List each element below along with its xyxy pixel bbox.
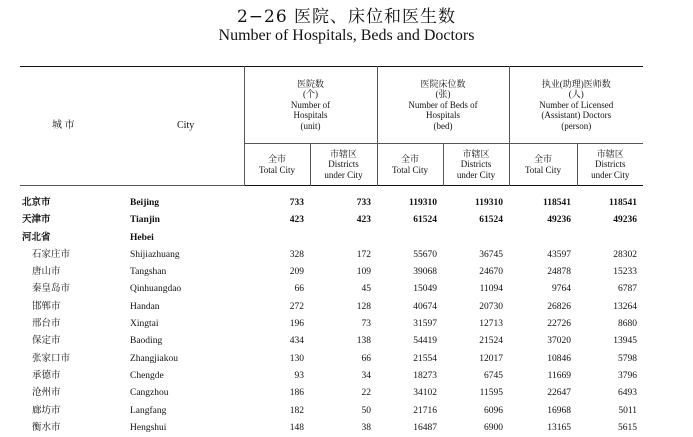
sub-header-districts [310, 144, 377, 186]
beds-total-city-cell: 54419 [377, 333, 443, 350]
beds-districts-cell: 36745 [443, 247, 509, 264]
hospitals-total-city-cell: 182 [244, 403, 310, 420]
hospitals-districts-cell: 50 [310, 403, 377, 420]
sub-header-line: 全市 [510, 154, 577, 165]
city-name-en: Tianjin [130, 212, 244, 229]
group-header-line: (person) [510, 121, 644, 132]
beds-total-city-cell: 61524 [377, 212, 443, 229]
table-row [20, 385, 643, 402]
city-name-cn: 衡水市 [20, 420, 130, 437]
doctors-total-city-cell: 13165 [509, 420, 577, 437]
hospitals-total-city-cell: 130 [244, 351, 310, 368]
group-header-line: (个) [245, 89, 377, 100]
city-name-en: Hebei [130, 230, 244, 247]
doctors-total-city-cell: 22647 [509, 385, 577, 402]
group-header-doctors [509, 67, 643, 144]
beds-districts-cell: 11094 [443, 281, 509, 298]
doctors-total-city-cell [509, 230, 577, 247]
city-name-en: Shijiazhuang [130, 247, 244, 264]
doctors-total-city-cell: 11669 [509, 368, 577, 385]
table-row [20, 264, 643, 281]
doctors-districts-cell: 5798 [577, 351, 643, 368]
city-name-cn: 保定市 [20, 333, 130, 350]
doctors-districts-cell: 13945 [577, 333, 643, 350]
hospitals-districts-cell: 138 [310, 333, 377, 350]
hospitals-districts-cell: 733 [310, 186, 377, 213]
table-row [20, 247, 643, 264]
city-name-en: Zhangjiakou [130, 351, 244, 368]
doctors-total-city-cell: 24878 [509, 264, 577, 281]
hospitals-districts-cell: 423 [310, 212, 377, 229]
beds-districts-cell [443, 230, 509, 247]
hospitals-total-city-cell: 423 [244, 212, 310, 229]
hospitals-districts-cell: 66 [310, 351, 377, 368]
doctors-total-city-cell: 9764 [509, 281, 577, 298]
city-header-en: City [177, 121, 194, 132]
beds-districts-cell: 20730 [443, 299, 509, 316]
table-row [20, 281, 643, 298]
city-name-en: Langfang [130, 403, 244, 420]
city-column-header [20, 67, 244, 186]
city-name-cn: 邯郸市 [20, 299, 130, 316]
beds-total-city-cell: 21716 [377, 403, 443, 420]
sub-header-districts [577, 144, 643, 186]
city-name-en: Baoding [130, 333, 244, 350]
beds-districts-cell: 6096 [443, 403, 509, 420]
hospitals-total-city-cell: 196 [244, 316, 310, 333]
doctors-total-city-cell: 43597 [509, 247, 577, 264]
table-row [20, 299, 643, 316]
sub-header-total-city [244, 144, 310, 186]
beds-districts-cell: 11595 [443, 385, 509, 402]
group-header-line: Number of [245, 100, 377, 111]
sub-header-line: 市辖区 [578, 149, 644, 160]
group-header-line: (Assistant) Doctors [510, 110, 644, 121]
sub-header-line: Districts [578, 159, 644, 170]
city-name-cn: 邢台市 [20, 316, 130, 333]
table-title-en: Number of Hospitals, Beds and Doctors [0, 27, 693, 45]
group-header-line: 医院数 [245, 79, 377, 90]
beds-total-city-cell: 31597 [377, 316, 443, 333]
table-row [20, 316, 643, 333]
doctors-districts-cell: 3796 [577, 368, 643, 385]
city-name-en: Tangshan [130, 264, 244, 281]
city-name-en: Handan [130, 299, 244, 316]
group-header-line: 执业(助理)医师数 [510, 79, 644, 90]
group-header-beds [377, 67, 509, 144]
hospitals-total-city-cell: 93 [244, 368, 310, 385]
doctors-total-city-cell: 49236 [509, 212, 577, 229]
doctors-total-city-cell: 118541 [509, 186, 577, 213]
hospitals-districts-cell [310, 230, 377, 247]
sub-header-line: Total City [245, 165, 310, 176]
hospitals-districts-cell: 34 [310, 368, 377, 385]
sub-header-districts [443, 144, 509, 186]
beds-districts-cell: 12713 [443, 316, 509, 333]
city-name-en: Beijing [130, 186, 244, 213]
doctors-districts-cell: 28302 [577, 247, 643, 264]
group-header-line: Number of Beds of [378, 100, 509, 111]
city-name-cn: 天津市 [20, 212, 130, 229]
sub-header-line: 全市 [245, 154, 310, 165]
group-header-line: (人) [510, 89, 644, 100]
table-row [20, 333, 643, 350]
table-header [20, 67, 643, 186]
city-name-en: Qinhuangdao [130, 281, 244, 298]
hospitals-total-city-cell: 733 [244, 186, 310, 213]
hospitals-total-city-cell: 328 [244, 247, 310, 264]
city-name-cn: 廊坊市 [20, 403, 130, 420]
group-header-line: (张) [378, 89, 509, 100]
city-name-en: Xingtai [130, 316, 244, 333]
beds-districts-cell: 12017 [443, 351, 509, 368]
city-name-cn: 秦皇岛市 [20, 281, 130, 298]
table-row [20, 186, 643, 213]
doctors-total-city-cell: 26826 [509, 299, 577, 316]
group-header-line: Hospitals [245, 110, 377, 121]
city-header-cn: 城 市 [52, 120, 75, 131]
table-row [20, 230, 643, 247]
sub-header-line: 全市 [378, 154, 443, 165]
table-body [20, 186, 643, 437]
beds-total-city-cell: 21554 [377, 351, 443, 368]
table-row [20, 420, 643, 437]
city-name-cn: 沧州市 [20, 385, 130, 402]
sub-header-total-city [509, 144, 577, 186]
doctors-districts-cell: 13264 [577, 299, 643, 316]
hospitals-total-city-cell: 209 [244, 264, 310, 281]
city-name-en: Chengde [130, 368, 244, 385]
beds-total-city-cell: 16487 [377, 420, 443, 437]
table-row [20, 403, 643, 420]
group-header-line: (unit) [245, 121, 377, 132]
beds-total-city-cell: 119310 [377, 186, 443, 213]
hospitals-districts-cell: 45 [310, 281, 377, 298]
beds-total-city-cell: 39068 [377, 264, 443, 281]
group-header-hospitals [244, 67, 377, 144]
beds-districts-cell: 6745 [443, 368, 509, 385]
table-title-cn: 2−26 医院、床位和医生数 [0, 2, 693, 27]
hospitals-total-city-cell: 272 [244, 299, 310, 316]
doctors-districts-cell: 49236 [577, 212, 643, 229]
table-row [20, 212, 643, 229]
sub-header-line: Districts [444, 159, 509, 170]
doctors-districts-cell: 5011 [577, 403, 643, 420]
doctors-total-city-cell: 37020 [509, 333, 577, 350]
doctors-total-city-cell: 10846 [509, 351, 577, 368]
hospitals-districts-cell: 109 [310, 264, 377, 281]
table-row [20, 368, 643, 385]
group-header-line: Number of Licensed [510, 100, 644, 111]
group-header-line: (bed) [378, 121, 509, 132]
sub-header-line: 市辖区 [444, 149, 509, 160]
city-name-cn: 北京市 [20, 186, 130, 213]
hospitals-districts-cell: 73 [310, 316, 377, 333]
hospitals-districts-cell: 22 [310, 385, 377, 402]
doctors-total-city-cell: 16968 [509, 403, 577, 420]
sub-header-line: Total City [378, 165, 443, 176]
doctors-districts-cell: 8680 [577, 316, 643, 333]
beds-districts-cell: 6900 [443, 420, 509, 437]
group-header-line: 医院床位数 [378, 79, 509, 90]
city-name-en: Cangzhou [130, 385, 244, 402]
sub-header-line: Districts [311, 159, 377, 170]
hospitals-total-city-cell [244, 230, 310, 247]
hospitals-total-city-cell: 434 [244, 333, 310, 350]
doctors-districts-cell: 15233 [577, 264, 643, 281]
city-name-cn: 河北省 [20, 230, 130, 247]
sub-header-line: under City [311, 170, 377, 181]
group-header-line: Hospitals [378, 110, 509, 121]
beds-total-city-cell [377, 230, 443, 247]
hospitals-total-city-cell: 148 [244, 420, 310, 437]
beds-districts-cell: 119310 [443, 186, 509, 213]
city-name-cn: 唐山市 [20, 264, 130, 281]
sub-header-line: 市辖区 [311, 149, 377, 160]
beds-total-city-cell: 18273 [377, 368, 443, 385]
city-name-cn: 承德市 [20, 368, 130, 385]
doctors-districts-cell: 118541 [577, 186, 643, 213]
hospitals-districts-cell: 172 [310, 247, 377, 264]
city-name-cn: 石家庄市 [20, 247, 130, 264]
table-row [20, 351, 643, 368]
doctors-districts-cell: 6787 [577, 281, 643, 298]
beds-districts-cell: 24670 [443, 264, 509, 281]
beds-total-city-cell: 34102 [377, 385, 443, 402]
doctors-districts-cell [577, 230, 643, 247]
beds-total-city-cell: 40674 [377, 299, 443, 316]
doctors-total-city-cell: 22726 [509, 316, 577, 333]
doctors-districts-cell: 5615 [577, 420, 643, 437]
hospitals-total-city-cell: 186 [244, 385, 310, 402]
sub-header-line: under City [578, 170, 644, 181]
doctors-districts-cell: 6493 [577, 385, 643, 402]
sub-header-total-city [377, 144, 443, 186]
city-name-en: Hengshui [130, 420, 244, 437]
beds-total-city-cell: 15049 [377, 281, 443, 298]
hospitals-districts-cell: 128 [310, 299, 377, 316]
sub-header-line: under City [444, 170, 509, 181]
beds-total-city-cell: 55670 [377, 247, 443, 264]
city-name-cn: 张家口市 [20, 351, 130, 368]
statistics-table [20, 66, 643, 437]
beds-districts-cell: 21524 [443, 333, 509, 350]
hospitals-districts-cell: 38 [310, 420, 377, 437]
beds-districts-cell: 61524 [443, 212, 509, 229]
hospitals-total-city-cell: 66 [244, 281, 310, 298]
sub-header-line: Total City [510, 165, 577, 176]
